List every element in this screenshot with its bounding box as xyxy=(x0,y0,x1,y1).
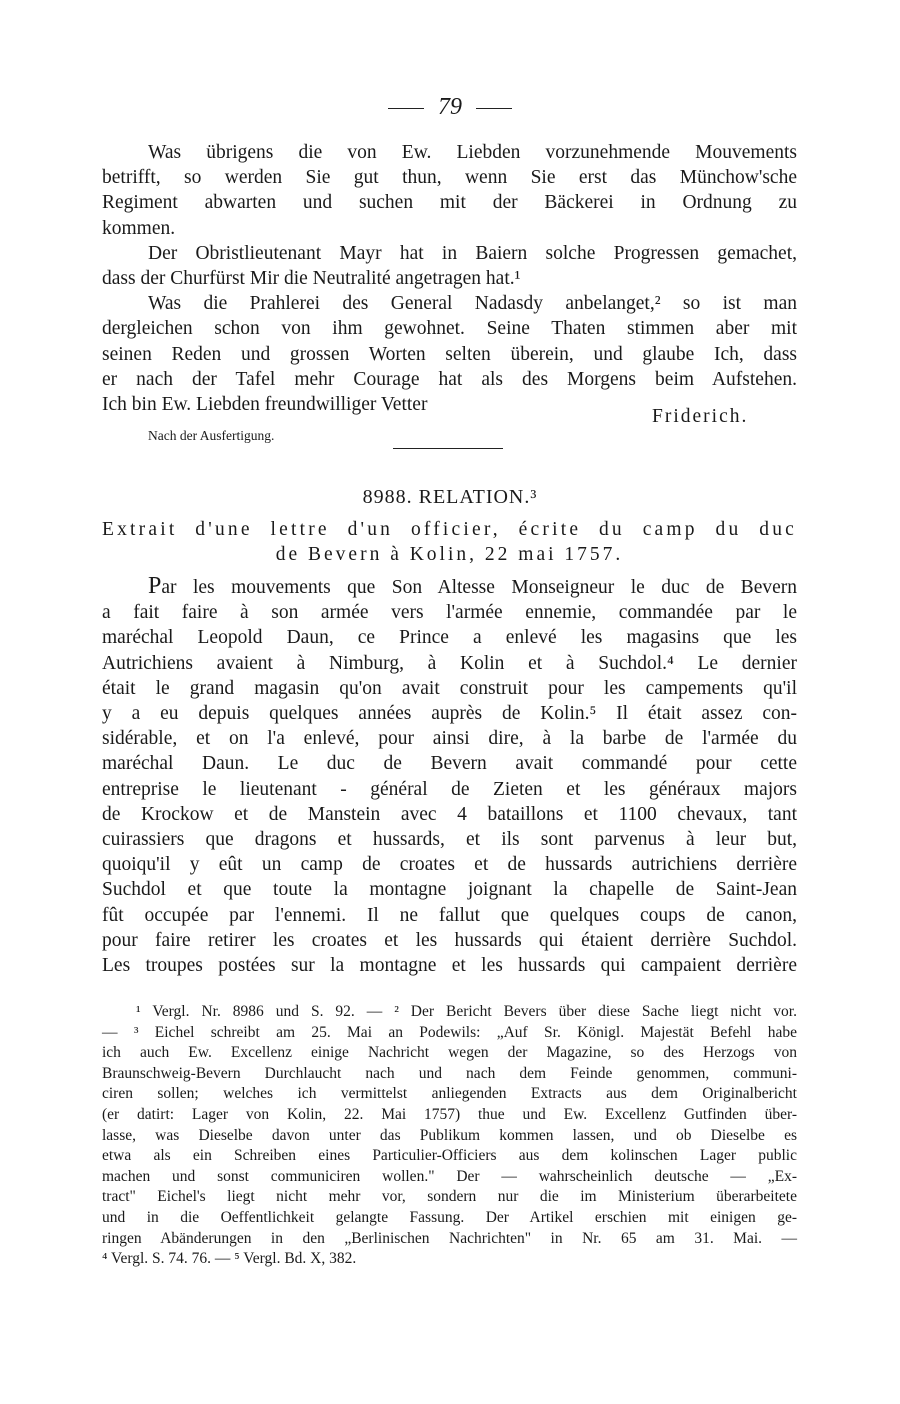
relation-line: entreprise le lieutenant - général de Zieten et les généraux majors xyxy=(102,778,797,800)
letter-line: er nach der Tafel mehr Courage hat als des Morgens beim Aufstehen. xyxy=(102,368,797,390)
section-divider xyxy=(393,448,503,449)
relation-line: fût occupée par l'ennemi. Il ne fallut que quelques coups de canon, xyxy=(102,904,797,926)
letter-line: Der Obristlieutenant Mayr hat in Baiern solche Progressen gemachet, xyxy=(148,242,797,264)
source-note: Nach der Ausfertigung. xyxy=(148,428,275,443)
relation-line: Suchdol et que toute la montagne joignant la chapelle de Saint-Jean xyxy=(102,879,797,901)
signature: Friderich. xyxy=(652,406,749,427)
letter-line: Was die Prahlerei des General Nadasdy anbelanget,² so ist man xyxy=(148,293,797,315)
footnote-line: (er datirt: Lager von Kolin, 22. Mai 1757) thue und Ew. Excellenz Gutfinden über- xyxy=(102,1105,797,1123)
header-dash-left xyxy=(388,108,424,109)
relation-line: maréchal Leopold Daun, ce Prince a enlevé les magasins que les xyxy=(102,627,797,649)
letter-line: betrifft, so werden Sie gut thun, wenn Sie erst das Münchow'sche xyxy=(102,167,797,189)
relation-line: cuirassiers que dragons et hussards, et ils sont parvenus à leur but, xyxy=(102,829,797,851)
relation-line: quoiqu'il y eût un camp de croates et de hussards autrichiens derrière xyxy=(102,854,797,876)
relation-line: y a eu depuis quelques années auprès de Kolin.⁵ Il était assez con- xyxy=(102,703,797,725)
footnote-line: ringen Abänderungen in den „Berlinischen Nachrichten" in Nr. 65 am 31. Mai. — xyxy=(102,1229,797,1247)
footnote-line: ¹ Vergl. Nr. 8986 und S. 92. — ² Der Bericht Bevers über diese Sache liegt nicht vor. xyxy=(136,1003,797,1020)
letter-line: Was übrigens die von Ew. Liebden vorzunehmende Mouvements xyxy=(148,142,797,163)
relation-line: sidérable, et on l'a enlevé, pour ainsi dire, à la barbe de l'armée du xyxy=(102,728,797,750)
relation-subtitle-line-1: Extrait d'une lettre d'un officier, écrite du camp du duc xyxy=(102,519,797,540)
footnote-line: — ³ Eichel schreibt am 25. Mai an Podewils: „Auf Sr. Königl. Majestät Befehl habe xyxy=(102,1023,797,1041)
footnotes xyxy=(102,1002,797,1270)
footnote-line: etwa als ein Schreiben eines Particulier-Officiers aus dem kolinschen Lager public xyxy=(102,1147,797,1165)
relation-line: a fait faire à son armée vers l'armée ennemie, commandée par le xyxy=(102,602,797,624)
letter-text xyxy=(102,140,797,417)
relation-line: était le grand magasin qu'on avait construit pour les campements qu'il xyxy=(102,677,797,699)
footnote-line: Braunschweig-Bevern Durchlaucht nach und nach dem Feinde genommen, communi- xyxy=(102,1064,797,1082)
letter-line: Ich bin Ew. Liebden freundwilliger Vetter xyxy=(102,394,428,416)
drop-cap: P xyxy=(148,573,162,599)
relation-line: Les troupes postées sur la montagne et les hussards qui campaient derrière xyxy=(102,955,797,977)
relation-first-line-rest: ar les mouvements que Son Altesse Monseigneur le duc de Bevern xyxy=(161,577,797,598)
relation-line: pour faire retirer les croates et les hussards qui étaient derrière Suchdol. xyxy=(102,929,797,951)
relation-subtitle-line-2: de Bevern à Kolin, 22 mai 1757. xyxy=(275,544,624,565)
relation-title: 8988. RELATION.³ xyxy=(362,486,538,508)
letter-line: dass der Churfürst Mir die Neutralité angetragen hat.¹ xyxy=(102,268,521,290)
page-header xyxy=(0,94,900,121)
letter-line: dergleichen schon von ihm gewohnet. Seine Thaten stimmen aber mit xyxy=(102,318,797,340)
footnote-line: tract" Eichel's liegt nicht mehr vor, sondern nur die im Ministerium überarbeitete xyxy=(102,1188,797,1206)
footnote-line: machen und sonst communiciren wollen." Der — wahrscheinlich deutsche — „Ex- xyxy=(102,1167,797,1185)
footnote-line: ciren sollen; welches ich vermittelst anliegenden Extracts aus dem Originalbericht xyxy=(102,1085,797,1103)
footnote-line: ich auch Ew. Excellenz einige Nachricht wegen der Magazine, so des Herzogs von xyxy=(102,1044,797,1062)
header-dash-right xyxy=(476,108,512,109)
footnote-line: ⁴ Vergl. S. 74. 76. — ⁵ Vergl. Bd. X, 382. xyxy=(102,1250,357,1268)
relation-line: de Krockow et de Manstein avec 4 bataillons et 1100 chevaux, tant xyxy=(102,803,797,825)
footnote-line: lasse, was Dieselbe davon unter das Publikum kommen lassen, und ob Dieselbe es xyxy=(102,1126,797,1144)
page-number: 79 xyxy=(438,94,462,120)
relation-line: maréchal Daun. Le duc de Bevern avait commandé pour cette xyxy=(102,753,797,775)
letter-line: kommen. xyxy=(102,217,176,239)
relation-line: Autrichiens avaient à Nimburg, à Kolin et à Suchdol.⁴ Le dernier xyxy=(102,652,797,674)
letter-line: Regiment abwarten und suchen mit der Bäckerei in Ordnung zu xyxy=(102,192,797,214)
letter-line: seinen Reden und grossen Worten selten überein, und glaube Ich, dass xyxy=(102,343,797,365)
footnote-line: und in die Oeffentlichkeit gelangte Fassung. Der Artikel erschien mit einigen ge- xyxy=(102,1208,797,1226)
relation-first-line xyxy=(102,574,797,600)
relation-text xyxy=(102,574,797,978)
